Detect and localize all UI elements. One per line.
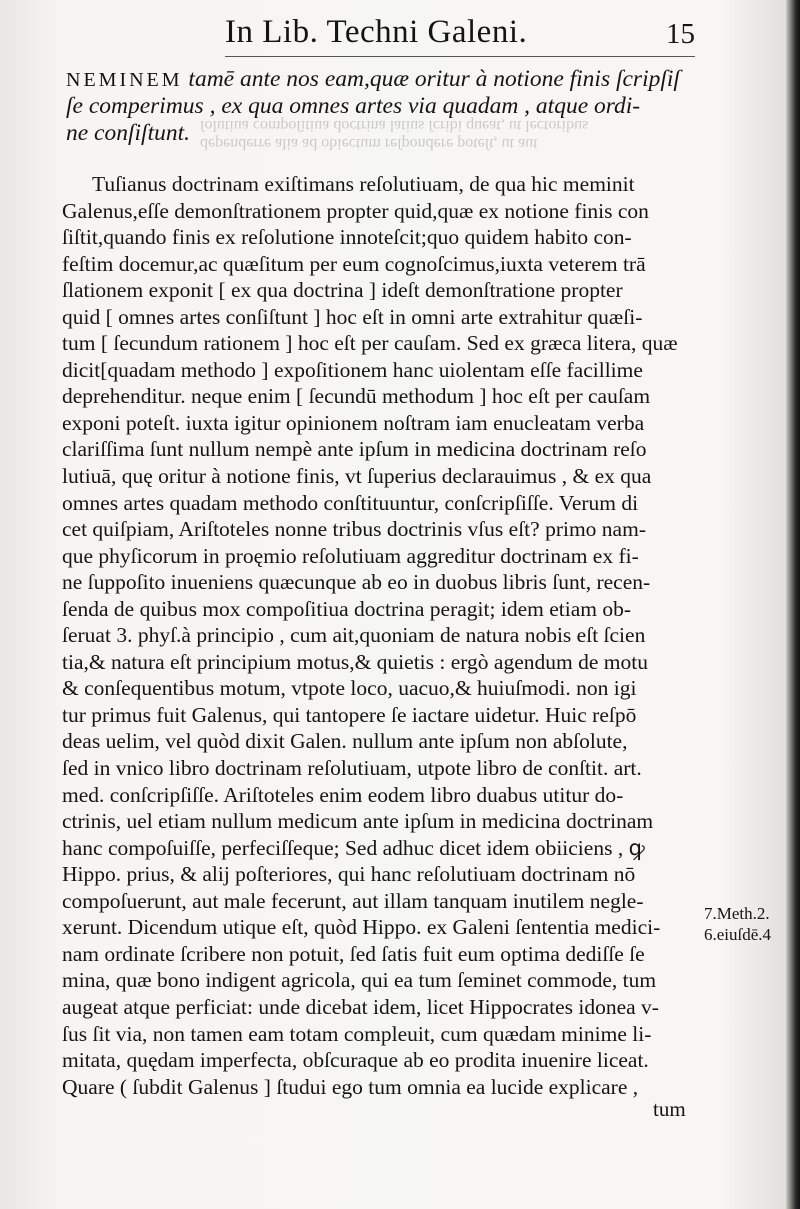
text-line: deas uelim, vel quòd dixit Galen. nullum ante ipſum non abſolute, xyxy=(62,729,628,754)
lemma-passage xyxy=(66,66,716,147)
text-line: feſtim docemur,ac quæſitum per eum cognoſcimus,iuxta veterem trā xyxy=(62,251,646,276)
margin-note-line: 7.Meth.2. xyxy=(704,904,770,923)
text-line: ctrinis, uel etiam nullum medicum ante ipſum in medicina doctrinam xyxy=(62,809,654,834)
text-line: ſiſtit,quando finis ex reſolutione innoteſcit;quo quidem habito con- xyxy=(62,225,632,250)
commentary-text xyxy=(62,171,710,1100)
text-line: med. conſcripſiſſe. Ariſtoteles enim eodem libro duabus utitur do- xyxy=(62,782,624,807)
text-line: omnes artes quadam methodo conſtituuntur, conſcripſiſſe. Verum di xyxy=(62,490,639,515)
text-line: nam ordinate ſcribere non potuit, ſed ſatis fuit eum optima dediſſe ſe xyxy=(62,941,645,966)
text-line: ſenda de quibus mox compoſitiua doctrina peragit; idem etiam ob- xyxy=(62,596,632,621)
text-line: Tuſianus doctrinam exiſtimans reſolutiuam, de qua hic meminit xyxy=(92,172,635,196)
text-line: Quare ( ſubdit Galenus ] ſtudui ego tum omnia ea lucide explicare , xyxy=(62,1074,639,1099)
text-line: augeat atque perficiat: unde dicebat idem, licet Hippocrates idonea v- xyxy=(62,994,659,1019)
text-line: hanc compoſuiſſe, perfeciſſeque; Sed adhuc dicet idem obiiciens , ꝙ xyxy=(62,835,645,860)
text-line: Galenus,eſſe demonſtrationem propter quid,quæ ex notione finis con xyxy=(62,198,649,223)
text-line: dicit[quadam methodo ] expoſitionem hanc uiolentam eſſe facillime xyxy=(62,357,643,382)
text-line: ſeruat 3. phyſ.à principio , cum ait,quoniam de natura nobis eſt ſcien xyxy=(62,623,646,648)
text-line: deprehenditur. neque enim [ ſecundū methodum ] hoc eſt per cauſam xyxy=(62,384,651,409)
text-line: exponi poteſt. iuxta igitur opinionem noſtram iam enucleatam verba xyxy=(62,410,645,435)
text-line: clariſſima ſunt nullum nempè ante ipſum in medicina doctrinam reſo xyxy=(62,437,647,462)
text-line: Hippo. prius, & alij poſteriores, qui hanc reſolutiuam doctrinam nō xyxy=(62,862,636,887)
lemma-line: ſe comperimus , ex qua omnes artes via quadam , atque ordi- xyxy=(66,93,641,119)
text-line: ne ſuppoſito inueniens quæcunque ab eo in duobus libris ſunt, recen- xyxy=(62,570,651,595)
header-rule xyxy=(225,56,695,57)
text-line: lutiuā, quę oritur à notione finis, vt ſuperius declarauimus , & ex qua xyxy=(62,464,652,489)
text-line: & conſequentibus motum, vtpote loco, uacuo,& huiuſmodi. non igi xyxy=(62,676,637,701)
text-line: ſlationem exponit [ ex qua doctrina ] ideſt demonſtratione propter xyxy=(62,278,623,303)
text-line: cet quiſpiam, Ariſtoteles nonne tribus doctrinis vſus eſt? primo nam- xyxy=(62,517,646,542)
text-line: quid [ omnes artes conſiſtunt ] hoc eſt in omni arte extrahitur quæſi- xyxy=(62,304,643,329)
text-line: xerunt. Dicendum utique eſt, quòd Hippo. ex Galeni ſententia medici- xyxy=(62,915,661,940)
text-line: mitata, quędam imperfecta, obſcuraque ab eo prodita inuenire liceat. xyxy=(62,1048,649,1073)
page-number: 15 xyxy=(666,18,695,50)
running-header xyxy=(225,14,695,58)
margin-note xyxy=(704,903,794,945)
bleed-through-text: dependerre alia ad obiectum reſpondere poteſt, ut aut ſolutiua compoſitiua doctrina latius ſcribi queat, ut lectoribus xyxy=(200,117,589,152)
lemma-line: NEMINEM tamē ante nos eam,quæ oritur à notione finis ſcripſiſ xyxy=(66,66,680,92)
margin-note-line: 6.eiuſdē.4 xyxy=(704,925,772,944)
text-line: tum [ ſecundum rationem ] hoc eſt per cauſam. Sed ex græca litera, quæ xyxy=(62,331,678,356)
text-line: ſed in vnico libro doctrinam reſolutiuam, utpote libro de conſtit. art. xyxy=(62,756,642,781)
running-title: In Lib. Techni Galeni. xyxy=(225,14,528,50)
catchword: tum xyxy=(653,1097,686,1121)
page-edge-shadow xyxy=(786,0,800,1209)
text-line: que phyſicorum in proęmio reſolutiuam aggreditur doctrinam ex fi- xyxy=(62,543,639,568)
text-line: tur primus fuit Galenus, qui tantopere ſe iactare uidetur. Huic reſpō xyxy=(62,702,637,727)
text-line: ſus ſit via, non tamen eam totam compleuit, cum quædam minime li- xyxy=(62,1021,652,1046)
text-line: compoſuerunt, aut male fecerunt, aut illam tanquam inutilem negle- xyxy=(62,888,644,913)
lemma-line: ne conſiſtunt. xyxy=(66,120,191,146)
text-line: mina, quæ bono indigent agricola, qui ea tum ſeminet commode, tum xyxy=(62,968,657,993)
text-line: tia,& natura eſt principium motus,& quietis : ergò agendum de motu xyxy=(62,649,648,674)
